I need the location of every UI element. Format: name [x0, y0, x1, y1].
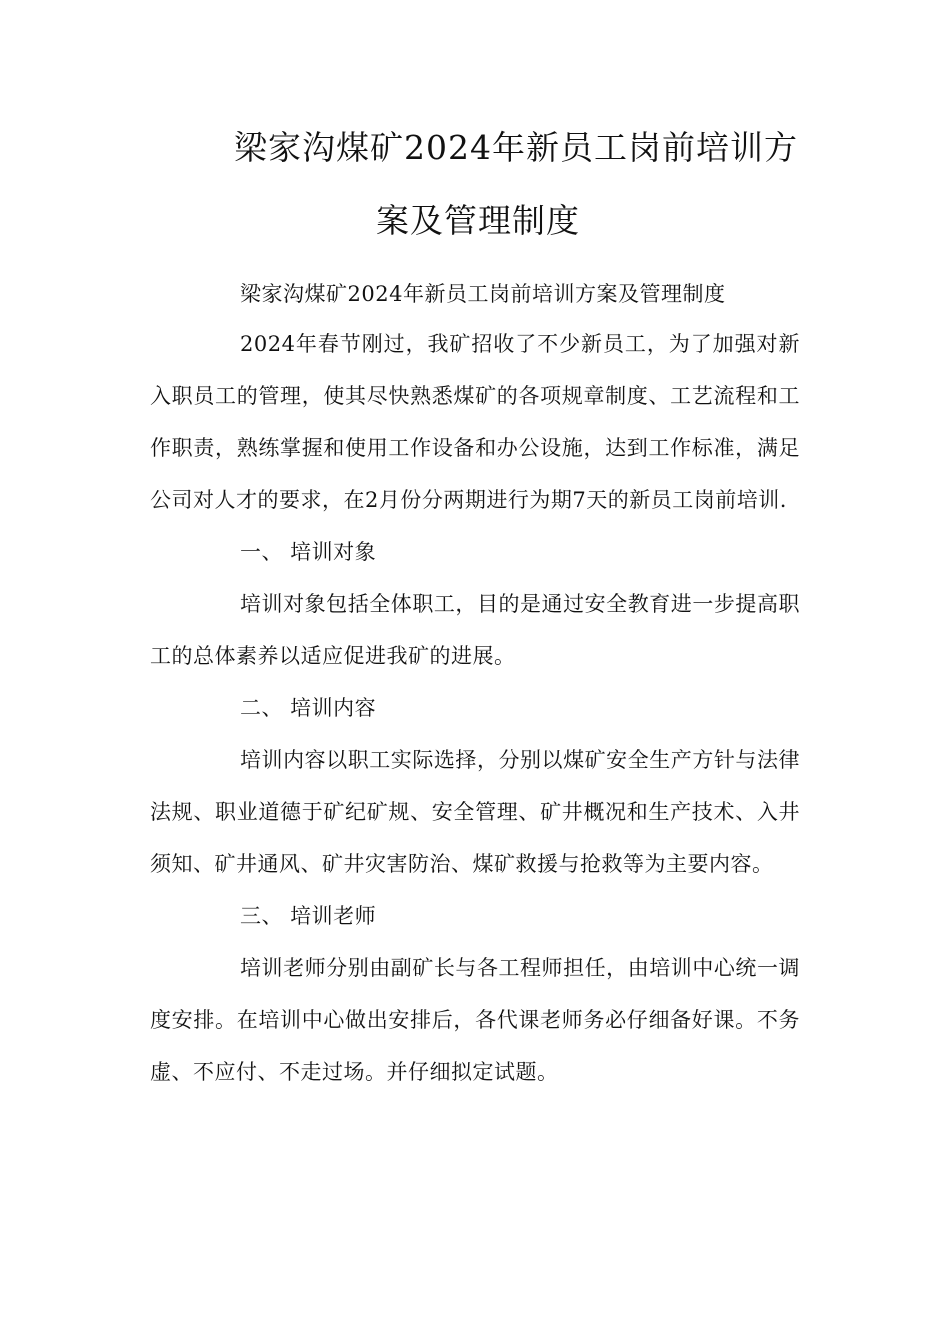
section-heading-training-content: 二、 培训内容	[240, 696, 377, 720]
document-title-line-2: 案及管理制度	[376, 201, 580, 240]
document-subtitle: 梁家沟煤矿2024年新员工岗前培训方案及管理制度	[240, 282, 726, 306]
paragraph-training-teachers: 培训老师分别由副矿长与各工程师担任，由培训中心统一调度安排。在培训中心做出安排后，各代课老师务必仔细备好课。不务虚、不应付、不走过场。并仔细拟定试题。	[150, 956, 800, 1084]
section-heading-training-targets: 一、 培训对象	[240, 540, 377, 564]
document-body	[150, 318, 800, 1098]
paragraph-training-content: 培训内容以职工实际选择，分别以煤矿安全生产方针与法律法规、职业道德于矿纪矿规、安全管理、矿井概况和生产技术、入井须知、矿井通风、矿井灾害防治、煤矿救援与抢救等为主要内容。	[150, 748, 800, 876]
section-heading-training-teachers: 三、 培训老师	[240, 904, 377, 928]
document-subtitle-block	[150, 268, 800, 320]
intro-paragraph: 2024年春节刚过，我矿招收了不少新员工，为了加强对新入职员工的管理，使其尽快熟悉煤矿的各项规章制度、工艺流程和工作职责，熟练掌握和使用工作设备和办公设施，达到工作标准，满足公司对人才的要求，在2月份分两期进行为期7天的新员工岗前培训.	[150, 332, 800, 512]
paragraph-training-targets: 培训对象包括全体职工，目的是通过安全教育进一步提高职工的总体素养以适应促进我矿的进展。	[150, 592, 800, 668]
document-title-line-1: 梁家沟煤矿2024年新员工岗前培训方	[234, 128, 798, 167]
